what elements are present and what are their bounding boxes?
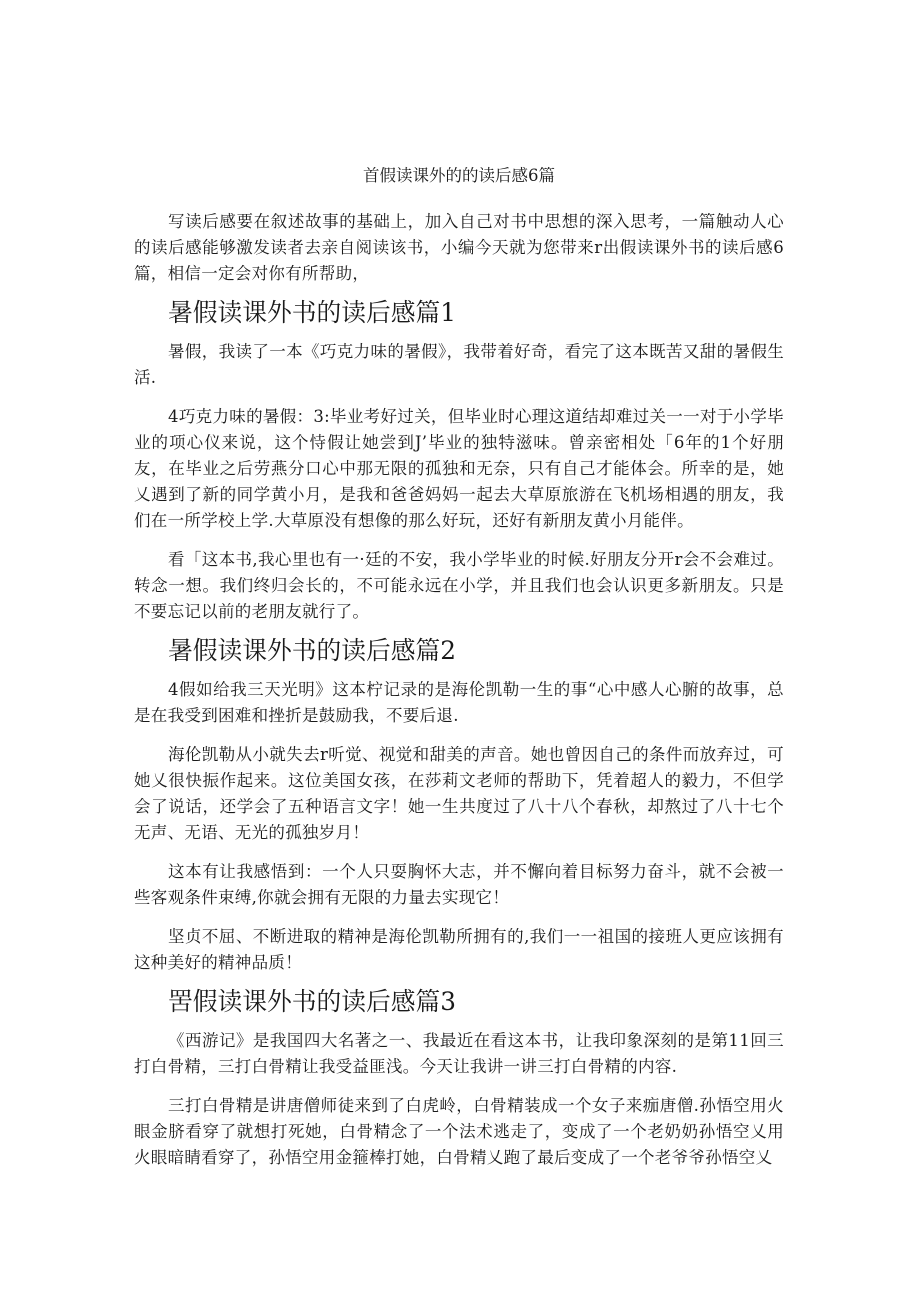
intro-paragraph: 写读后感要在叙述故事的基础上，加入自己对书中思想的深入思考，一篇触动人心的读后感能够激发读者去亲自阅读该书，小编今天就为您带来r出假读课外书的读后感6篇，相信一定会对你有所帮助， xyxy=(134,212,784,283)
section-heading-2: 暑假读课外书的读后感篇2 xyxy=(168,636,456,665)
section-heading-3: 罟假读课外书的读后感篇3 xyxy=(168,987,456,1016)
paragraph: 看「这本书,我心里也有一·廷的不安，我小学毕业的时候.好朋友分开r会不会难过。转念一想。我们终归会长的，不可能永远在小学，并且我们也会认识更多新朋友。只是不要忘记以前的老朋友就行了。 xyxy=(134,550,784,621)
section-heading-1: 暑假读课外书的读后感篇1 xyxy=(168,298,456,327)
document-page xyxy=(134,163,784,1184)
paragraph: 坚贞不屈、不断进取的精神是海伦凯勒所拥有的,我们一一祖国的接班人更应该拥有这种美好的精神品质！ xyxy=(134,927,784,972)
paragraph: 三打白骨精是讲唐僧师徒来到了白虎岭，白骨精装成一个女子来痂唐僧.孙悟空用火眼金脐看穿了就想打死她，白骨精念了一个法术逃走了，变成了一个老奶奶孙悟空乂用火眼暗睛看穿了，孙悟空用金箍棒打她，白骨精乂跑了最后变成了一个老爷爷孙悟空乂 xyxy=(134,1096,784,1167)
paragraph: 《西游记》是我国四大名著之一、我最近在看这本书，让我印象深刻的是第11回三打白骨精，三打白骨精让我受益匪浅。今天让我讲一讲三打白骨精的内容. xyxy=(134,1031,784,1076)
document-title: 首假读课外的的读后感6篇 xyxy=(363,166,555,185)
paragraph: 海伦凯勒从小就失去r听觉、视觉和甜美的声音。她也曾因自己的条件而放弃过，可她乂很快振作起来。这位美国女孩，在莎莉文老师的帮助下，凭着超人的毅力，不但学会了说话，还学会了五种语言文字！她一生共度过了八十八个春秋，却熬过了八十七个无声、无语、无光的孤独岁月！ xyxy=(134,745,784,842)
paragraph: 4巧克力味的暑假：3:毕业考好过关，但毕业时心理这道结却难过关一一对于小学毕业的项心仪来说，这个恃假让她尝到J’毕业的独特滋味。曾亲密相处「6年的1个好朋友，在毕业之后劳燕分口心中那无限的孤独和无奈，只有自己才能体会。所幸的是，她乂遇到了新的同学黄小月，是我和爸爸妈妈一起去大草原旅游在飞机场相遇的朋友，我们在一所学校上学.大草原没有想像的那么好玩，还好有新朋友黄小月能伴。 xyxy=(134,407,784,530)
paragraph: 4假如给我三天光明》这本柠记录的是海伦凯勒一生的事“心中感人心腑的故事，总是在我受到困难和挫折是鼓励我，不要后退. xyxy=(134,680,784,725)
paragraph: 暑假，我读了一本《巧克力味的暑假》，我带着好奇，看完了这本既苦又甜的暑假生活. xyxy=(134,342,784,387)
paragraph: 这本有让我感悟到：一个人只耍胸怀大志，并不懈向着目标努力奋斗，就不会被一些客观条件束缚,你就会拥有无限的力量去实现它！ xyxy=(134,862,784,907)
